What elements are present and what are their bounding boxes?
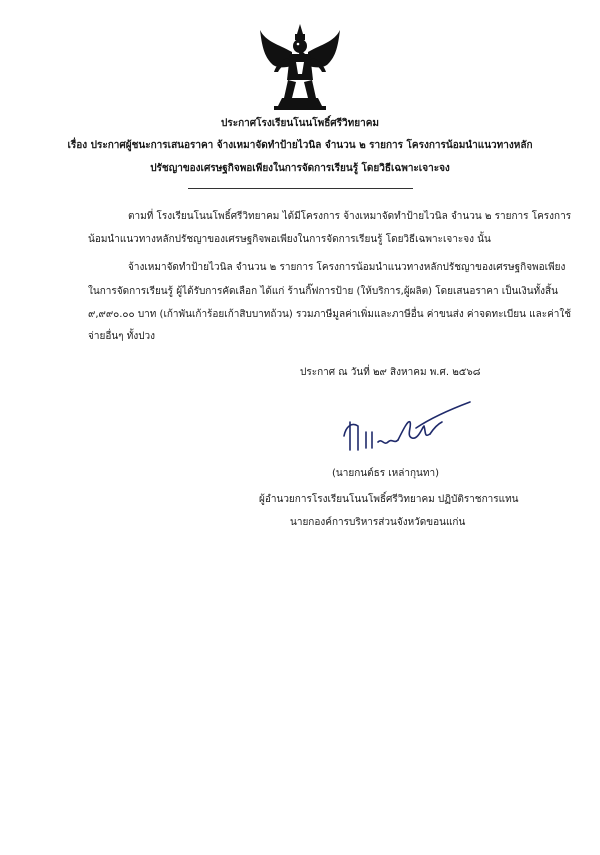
garuda-emblem-icon [258,22,342,112]
announcement-date: ประกาศ ณ วันที่ ๒๙ สิงหาคม พ.ศ. ๒๕๖๘ [300,367,481,378]
paragraph-2-line-1: จ้างเหมาจัดทำป้ายไวนิล จำนวน ๒ รายการ โครงการน้อมนำแนวทางหลักปรัชญาของเศรษฐกิจพอเพียง [128,262,566,273]
signer-name: (นายกนต์ธร เหล่ากุนทา) [332,468,440,479]
paragraph-2-line-4: จ่ายอื่นๆ ทั้งปวง [88,331,156,342]
handwritten-signature-icon [338,398,473,460]
paragraph-1-line-2: น้อมนำแนวทางหลักปรัชญาของเศรษฐกิจพอเพียงในการจัดการเรียนรู้ โดยวิธีเฉพาะเจาะจง นั้น [88,234,491,245]
subject-line-2: ปรัชญาของเศรษฐกิจพอเพียงในการจัดการเรียนรู้ โดยวิธีเฉพาะเจาะจง [150,163,450,174]
announcement-title: ประกาศโรงเรียนโนนโพธิ์ศรีวิทยาคม [220,118,379,129]
subject-line-1: เรื่อง ประกาศผู้ชนะการเสนอราคา จ้างเหมาจัดทำป้ายไวนิล จำนวน ๒ รายการ โครงการน้อมนำแนวทางหลัก [67,140,533,151]
signer-position-line-2: นายกองค์การบริหารส่วนจังหวัดขอนแก่น [290,517,466,528]
paragraph-2-line-3: ๙,๙๙๐.๐๐ บาท (เก้าพันเก้าร้อยเก้าสิบบาทถ้วน) รวมภาษีมูลค่าเพิ่มและภาษีอื่น ค่าขนส่ง ค่าจดทะเบียน และค่าใช้ [88,309,572,320]
divider [188,188,413,189]
paragraph-2-line-2: ในการจัดการเรียนรู้ ผู้ได้รับการคัดเลือก ได้แก่ ร้านกิ๊ฟการป้าย (ให้บริการ,ผู้ผลิต) โดยเสนอราคา เป็นเงินทั้งสิ้น [88,286,558,297]
paragraph-1-line-1: ตามที่ โรงเรียนโนนโพธิ์ศรีวิทยาคม ได้มีโครงการ จ้างเหมาจัดทำป้ายไวนิล จำนวน ๒ รายการ โครงการ [128,211,572,222]
signer-position-line-1: ผู้อำนวยการโรงเรียนโนนโพธิ์ศรีวิทยาคม ปฏิบัติราชการแทน [259,494,519,505]
